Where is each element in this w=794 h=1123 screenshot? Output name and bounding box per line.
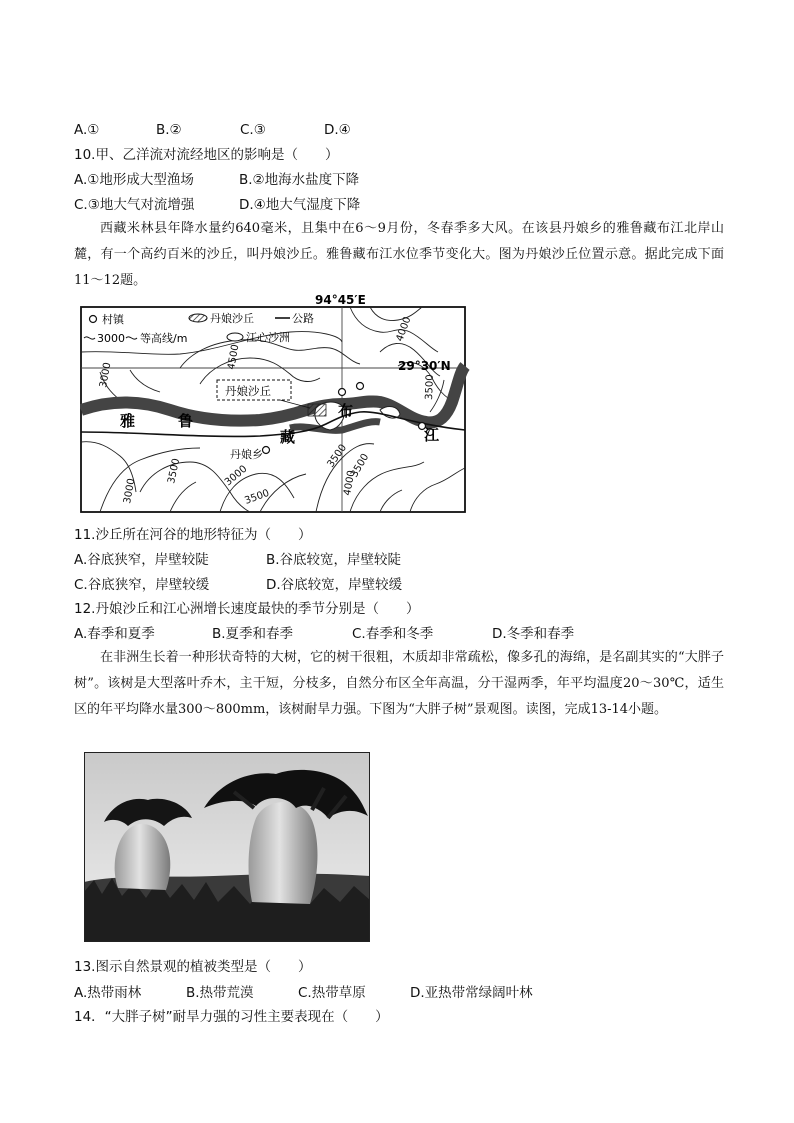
- contour-label: 3000: [222, 463, 250, 489]
- longitude-label: 94°45′E: [315, 293, 366, 307]
- q12-option-a: A.春季和夏季: [74, 626, 155, 642]
- contour-label: 3500: [349, 451, 372, 480]
- q13-options: [74, 984, 533, 1002]
- contour-label: 4000: [394, 315, 414, 344]
- q11-option-b: B.谷底较宽，岸壁较陡: [266, 552, 402, 568]
- q11-stem: 11.沙丘所在河谷的地形特征为（ ）: [74, 527, 312, 543]
- legend-dune: 丹娘沙丘: [210, 312, 254, 325]
- contour-label: 3500: [424, 374, 436, 401]
- q10-option-c: C.③地大气对流增强: [74, 197, 195, 213]
- q13-stem: 13.图示自然景观的植被类型是（ ）: [74, 959, 312, 975]
- q10-stem: 10.甲、乙洋流对流经地区的影响是（ ）: [74, 147, 339, 163]
- passage-dune: 西藏米林县年降水量约640毫米，且集中在6～9月份，冬春季多大风。在该县丹娘乡的雅鲁藏布江北岸山麓，有一个高约百米的沙丘，叫丹娘沙丘。雅鲁藏布江水位季节变化大。图为丹娘沙丘位置示意。据此完成下面11～12题。: [74, 221, 724, 288]
- q11-option-d: D.谷底较宽，岸壁较缓: [266, 577, 403, 593]
- contour-label: 4000: [342, 469, 358, 497]
- contour-label: 3000: [122, 477, 138, 505]
- legend-islet-icon: [227, 333, 243, 341]
- q10-option-a: A.①地形成大型渔场: [74, 172, 194, 188]
- q13-option-a: A.热带雨林: [74, 985, 142, 1001]
- legend-contour: 等高线/m: [140, 332, 188, 345]
- q13-option-b: B.热带荒漠: [186, 985, 254, 1001]
- legend-islet: 江心沙洲: [246, 331, 290, 344]
- dune-label: 丹娘沙丘: [225, 384, 271, 398]
- q12-option-d: D.冬季和春季: [492, 626, 575, 642]
- baobab-photo: [84, 752, 370, 942]
- q9-option-c: C.③: [240, 122, 266, 138]
- contour-label: 3500: [325, 442, 350, 470]
- contour-label: 3000: [98, 361, 114, 389]
- river-char-bu: 布: [338, 402, 354, 420]
- q14-stem: 14．“大胖子树”耐旱力强的习性主要表现在（ ）: [74, 1009, 389, 1025]
- river-char-lu: 鲁: [178, 412, 194, 430]
- q12-stem: 12.丹娘沙丘和江心洲增长速度最快的季节分别是（ ）: [74, 601, 420, 617]
- q12-option-c: C.春季和冬季: [352, 626, 434, 642]
- q11-options-row1: [74, 551, 401, 569]
- river-char-zang: 藏: [280, 428, 296, 446]
- q12-options: [74, 625, 574, 643]
- q9-options: [74, 121, 351, 139]
- q12-option-b: B.夏季和春季: [212, 626, 294, 642]
- legend-contour-value: 3000: [97, 332, 125, 345]
- township-label: 丹娘乡: [230, 448, 263, 461]
- dune-location-map: [80, 292, 470, 514]
- q10-option-d: D.④地大气湿度下降: [239, 197, 361, 213]
- q10-option-b: B.②地海水盐度下降: [239, 172, 360, 188]
- q11-option-c: C.谷底狭窄，岸壁较缓: [74, 577, 210, 593]
- q9-option-b: B.②: [156, 122, 182, 138]
- q10-options-row1: [74, 171, 359, 189]
- latitude-label: 29°30′N: [398, 359, 451, 373]
- legend-dune-icon: [189, 314, 207, 322]
- river-char-jiang: 江: [424, 426, 440, 444]
- q13-option-c: C.热带草原: [298, 985, 366, 1001]
- q10-options-row2: [74, 196, 360, 214]
- passage-baobab: 在非洲生长着一种形状奇特的大树，它的树干很粗，木质却非常疏松，像多孔的海绵，是名副其实的“大胖子树”。该树是大型落叶乔木，主干短，分枝多，自然分布区全年高温，分干湿两季，年平均温度20～30℃，适生区的年平均降水量300～800mm，该树耐旱力强。下图为“大胖子树”景观图。读图，完成13-14小题。: [74, 650, 724, 717]
- q11-option-a: A.谷底狭窄，岸壁较陡: [74, 552, 209, 568]
- q9-option-d: D.④: [324, 122, 351, 138]
- dune-marker: [308, 404, 326, 416]
- legend-road: 公路: [292, 312, 314, 325]
- legend-village-icon: [90, 316, 97, 323]
- q9-option-a: A.①: [74, 122, 100, 138]
- q11-options-row2: [74, 576, 402, 594]
- contour-label: 3500: [166, 457, 183, 485]
- baobab-trunk-right: [249, 802, 318, 904]
- river-char-ya: 雅: [120, 412, 136, 430]
- legend-village: 村镇: [102, 313, 124, 326]
- q13-option-d: D.亚热带常绿阔叶林: [410, 985, 533, 1001]
- contour-label: 3500: [243, 487, 271, 507]
- contour-label: 4500: [226, 343, 242, 371]
